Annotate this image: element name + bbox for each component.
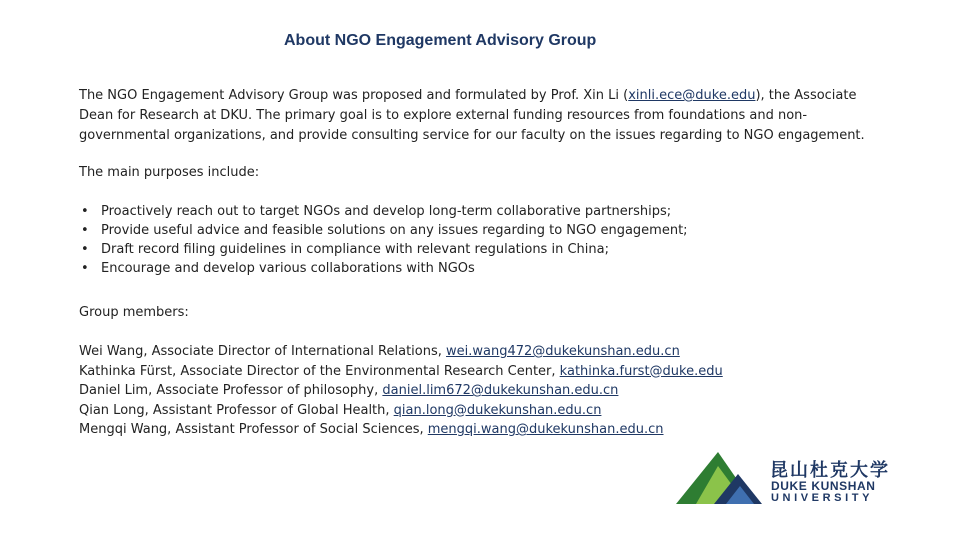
list-item <box>79 259 688 278</box>
list-item <box>79 420 723 440</box>
dku-logo <box>676 448 910 508</box>
dku-mountain-logo-icon <box>676 448 766 506</box>
member-text: Wei Wang, Associate Director of International Relations, <box>79 344 447 359</box>
member-email-link[interactable]: kathinka.furst@duke.edu <box>559 363 723 379</box>
member-email-link[interactable]: qian.long@dukekunshan.edu.cn <box>393 402 602 418</box>
list-item <box>79 240 688 259</box>
list-item <box>79 381 723 401</box>
members-list <box>79 342 723 440</box>
intro-text: ), the Associate <box>755 88 857 103</box>
page-title: About NGO Engagement Advisory Group <box>284 32 597 49</box>
bullet: • <box>81 204 89 219</box>
bullet: • <box>81 242 89 257</box>
purposes-list <box>79 202 688 278</box>
list-item <box>79 221 688 240</box>
logo-chinese-name: 昆山杜克大学 <box>770 460 890 481</box>
purpose-text: Draft record filing guidelines in compliance with relevant regulations in China; <box>101 242 609 257</box>
member-email-link[interactable]: wei.wang472@dukekunshan.edu.cn <box>446 344 680 359</box>
member-text: Mengqi Wang, Assistant Professor of Social Sciences, <box>79 422 428 437</box>
member-email-link[interactable]: daniel.lim672@dukekunshan.edu.cn <box>382 383 619 398</box>
intro-line-1 <box>79 86 879 106</box>
intro-line-2: Dean for Research at DKU. The primary goal is to explore external funding resources from foundations and non- <box>79 108 808 123</box>
purposes-heading: The main purposes include: <box>79 165 260 180</box>
bullet: • <box>81 223 89 238</box>
list-item <box>79 362 723 382</box>
list-item <box>79 401 723 421</box>
logo-name-line-2: UNIVERSITY <box>771 492 874 504</box>
purpose-text: Proactively reach out to target NGOs and develop long-term collaborative partnerships; <box>101 204 672 219</box>
member-text: Qian Long, Assistant Professor of Global Health, <box>79 402 394 418</box>
bullet: • <box>81 261 89 276</box>
list-item <box>79 202 688 221</box>
member-text: Daniel Lim, Associate Professor of philosophy, <box>79 383 383 398</box>
member-text: Kathinka Fürst, Associate Director of the Environmental Research Center, <box>79 363 560 379</box>
purpose-text: Encourage and develop various collaborations with NGOs <box>101 261 475 276</box>
purpose-text: Provide useful advice and feasible solutions on any issues regarding to NGO engagement; <box>101 223 688 238</box>
intro-paragraph <box>79 86 879 146</box>
member-email-link[interactable]: mengqi.wang@dukekunshan.edu.cn <box>427 422 664 437</box>
list-item <box>79 342 723 362</box>
xinli-email-link[interactable]: xinli.ece@duke.edu <box>628 88 756 103</box>
intro-line-3: governmental organizations, and provide consulting service for our faculty on the issues regarding to NGO engagement. <box>79 128 865 143</box>
intro-text: The NGO Engagement Advisory Group was proposed and formulated by Prof. Xin Li ( <box>79 88 629 103</box>
logo-name-line-1: DUKE KUNSHAN <box>771 479 876 493</box>
members-heading: Group members: <box>79 305 189 320</box>
